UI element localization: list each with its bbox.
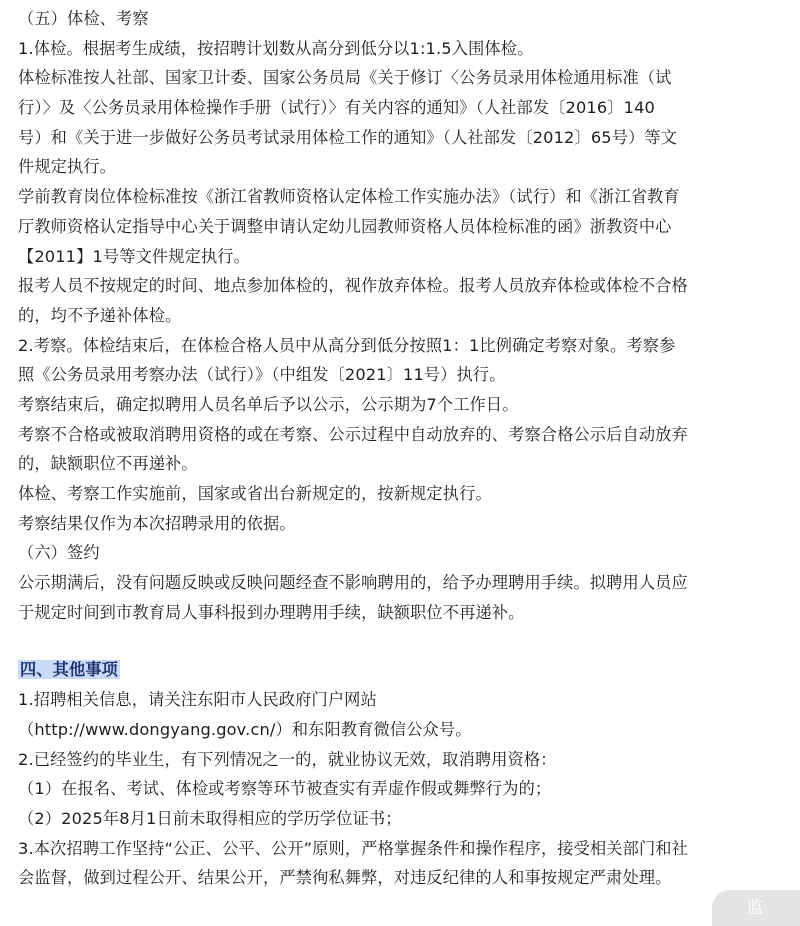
paragraph-line: （2）2025年8月1日前未取得相应的学历学位证书； — [18, 808, 402, 828]
paragraph-line: 公示期满后，没有问题反映或反映问题经查不影响聘用的，给予办理聘用手续。拟聘用人员应 — [18, 573, 688, 593]
paragraph-line: 会监督，做到过程公开、结果公开，严禁徇私舞弊，对违反纪律的人和事按规定严肃处理。 — [18, 868, 672, 888]
paragraph-line: 于规定时间到市教育局人事科报到办理聘用手续，缺额职位不再递补。 — [18, 602, 525, 622]
subsection-heading-physical-exam: （五）体检、考察 — [18, 9, 149, 28]
paragraph-line: 2.考察。体检结束后，在体检合格人员中从高分到低分按照1：1比例确定考察对象。考察参 — [18, 335, 676, 355]
paragraph-line: 的，缺额职位不再递补。 — [18, 454, 198, 474]
paragraph-line: 体检标准按人社部、国家卫计委、国家公务员局《关于修订〈公务员录用体检通用标准（试 — [18, 68, 672, 88]
subsection-heading-signing: （六）签约 — [18, 543, 100, 563]
paragraph-line: （1）在报名、考试、体检或考察等环节被查实有弄虚作假或舞弊行为的； — [18, 779, 552, 799]
paragraph-line: 件规定执行。 — [18, 157, 117, 177]
paragraph-line: 【2011】1号等文件规定执行。 — [18, 246, 250, 266]
paragraph-spacer — [18, 627, 782, 655]
paragraph-line: 的，均不予递补体检。 — [18, 305, 182, 325]
paragraph-line: 考察结束后，确定拟聘用人员名单后予以公示，公示期为7个工作日。 — [18, 394, 519, 414]
paragraph-line: 2.已经签约的毕业生，有下列情况之一的，就业协议无效，取消聘用资格： — [18, 749, 557, 769]
paragraph-line: 1.招聘相关信息，请关注东阳市人民政府门户网站 — [18, 690, 377, 710]
document-body — [18, 4, 782, 893]
paragraph-line: 行）〉及〈公务员录用体检操作手册（试行）〉有关内容的通知》（人社部发〔2016〕140 — [18, 98, 655, 118]
paragraph-line: 考察结果仅作为本次招聘录用的依据。 — [18, 513, 296, 533]
paragraph-line: 报考人员不按规定的时间、地点参加体检的，视作放弃体检。报考人员放弃体检或体检不合格 — [18, 276, 688, 296]
paragraph-line: 厅教师资格认定指导中心关于调整申请认定幼儿园教师资格人员体检标准的函》浙教资中心 — [18, 216, 672, 236]
paragraph-line: 考察不合格或被取消聘用资格的或在考察、公示过程中自动放弃的、考察合格公示后自动放弃 — [18, 424, 688, 444]
paragraph-line: 体检、考察工作实施前，国家或省出台新规定的，按新规定执行。 — [18, 484, 492, 503]
website-url-line[interactable]: （http://www.dongyang.gov.cn/）和东阳教育微信公众号。 — [18, 719, 472, 739]
paragraph-line: 号）和《关于进一步做好公务员考试录用体检工作的通知》（人社部发〔2012〕65号）等文 — [18, 127, 678, 147]
paragraph-line: 照《公务员录用考察办法（试行）》（中组发〔2021〕11号）执行。 — [18, 365, 506, 385]
section-heading-other-matters — [18, 655, 782, 685]
paragraph-line: 1.体检。根据考生成绩，按招聘计划数从高分到低分以1:1.5入围体检。 — [18, 38, 534, 58]
paragraph-line: 3.本次招聘工作坚持“公正、公平、公开”原则，严格掌握条件和操作程序，接受相关部门和社 — [18, 838, 688, 858]
watermark-badge: 监 — [712, 890, 800, 926]
highlighted-heading-text: 四、其他事项 — [20, 660, 119, 680]
paragraph-line: 学前教育岗位体检标准按《浙江省教师资格认定体检工作实施办法》（试行）和《浙江省教育 — [18, 187, 680, 207]
